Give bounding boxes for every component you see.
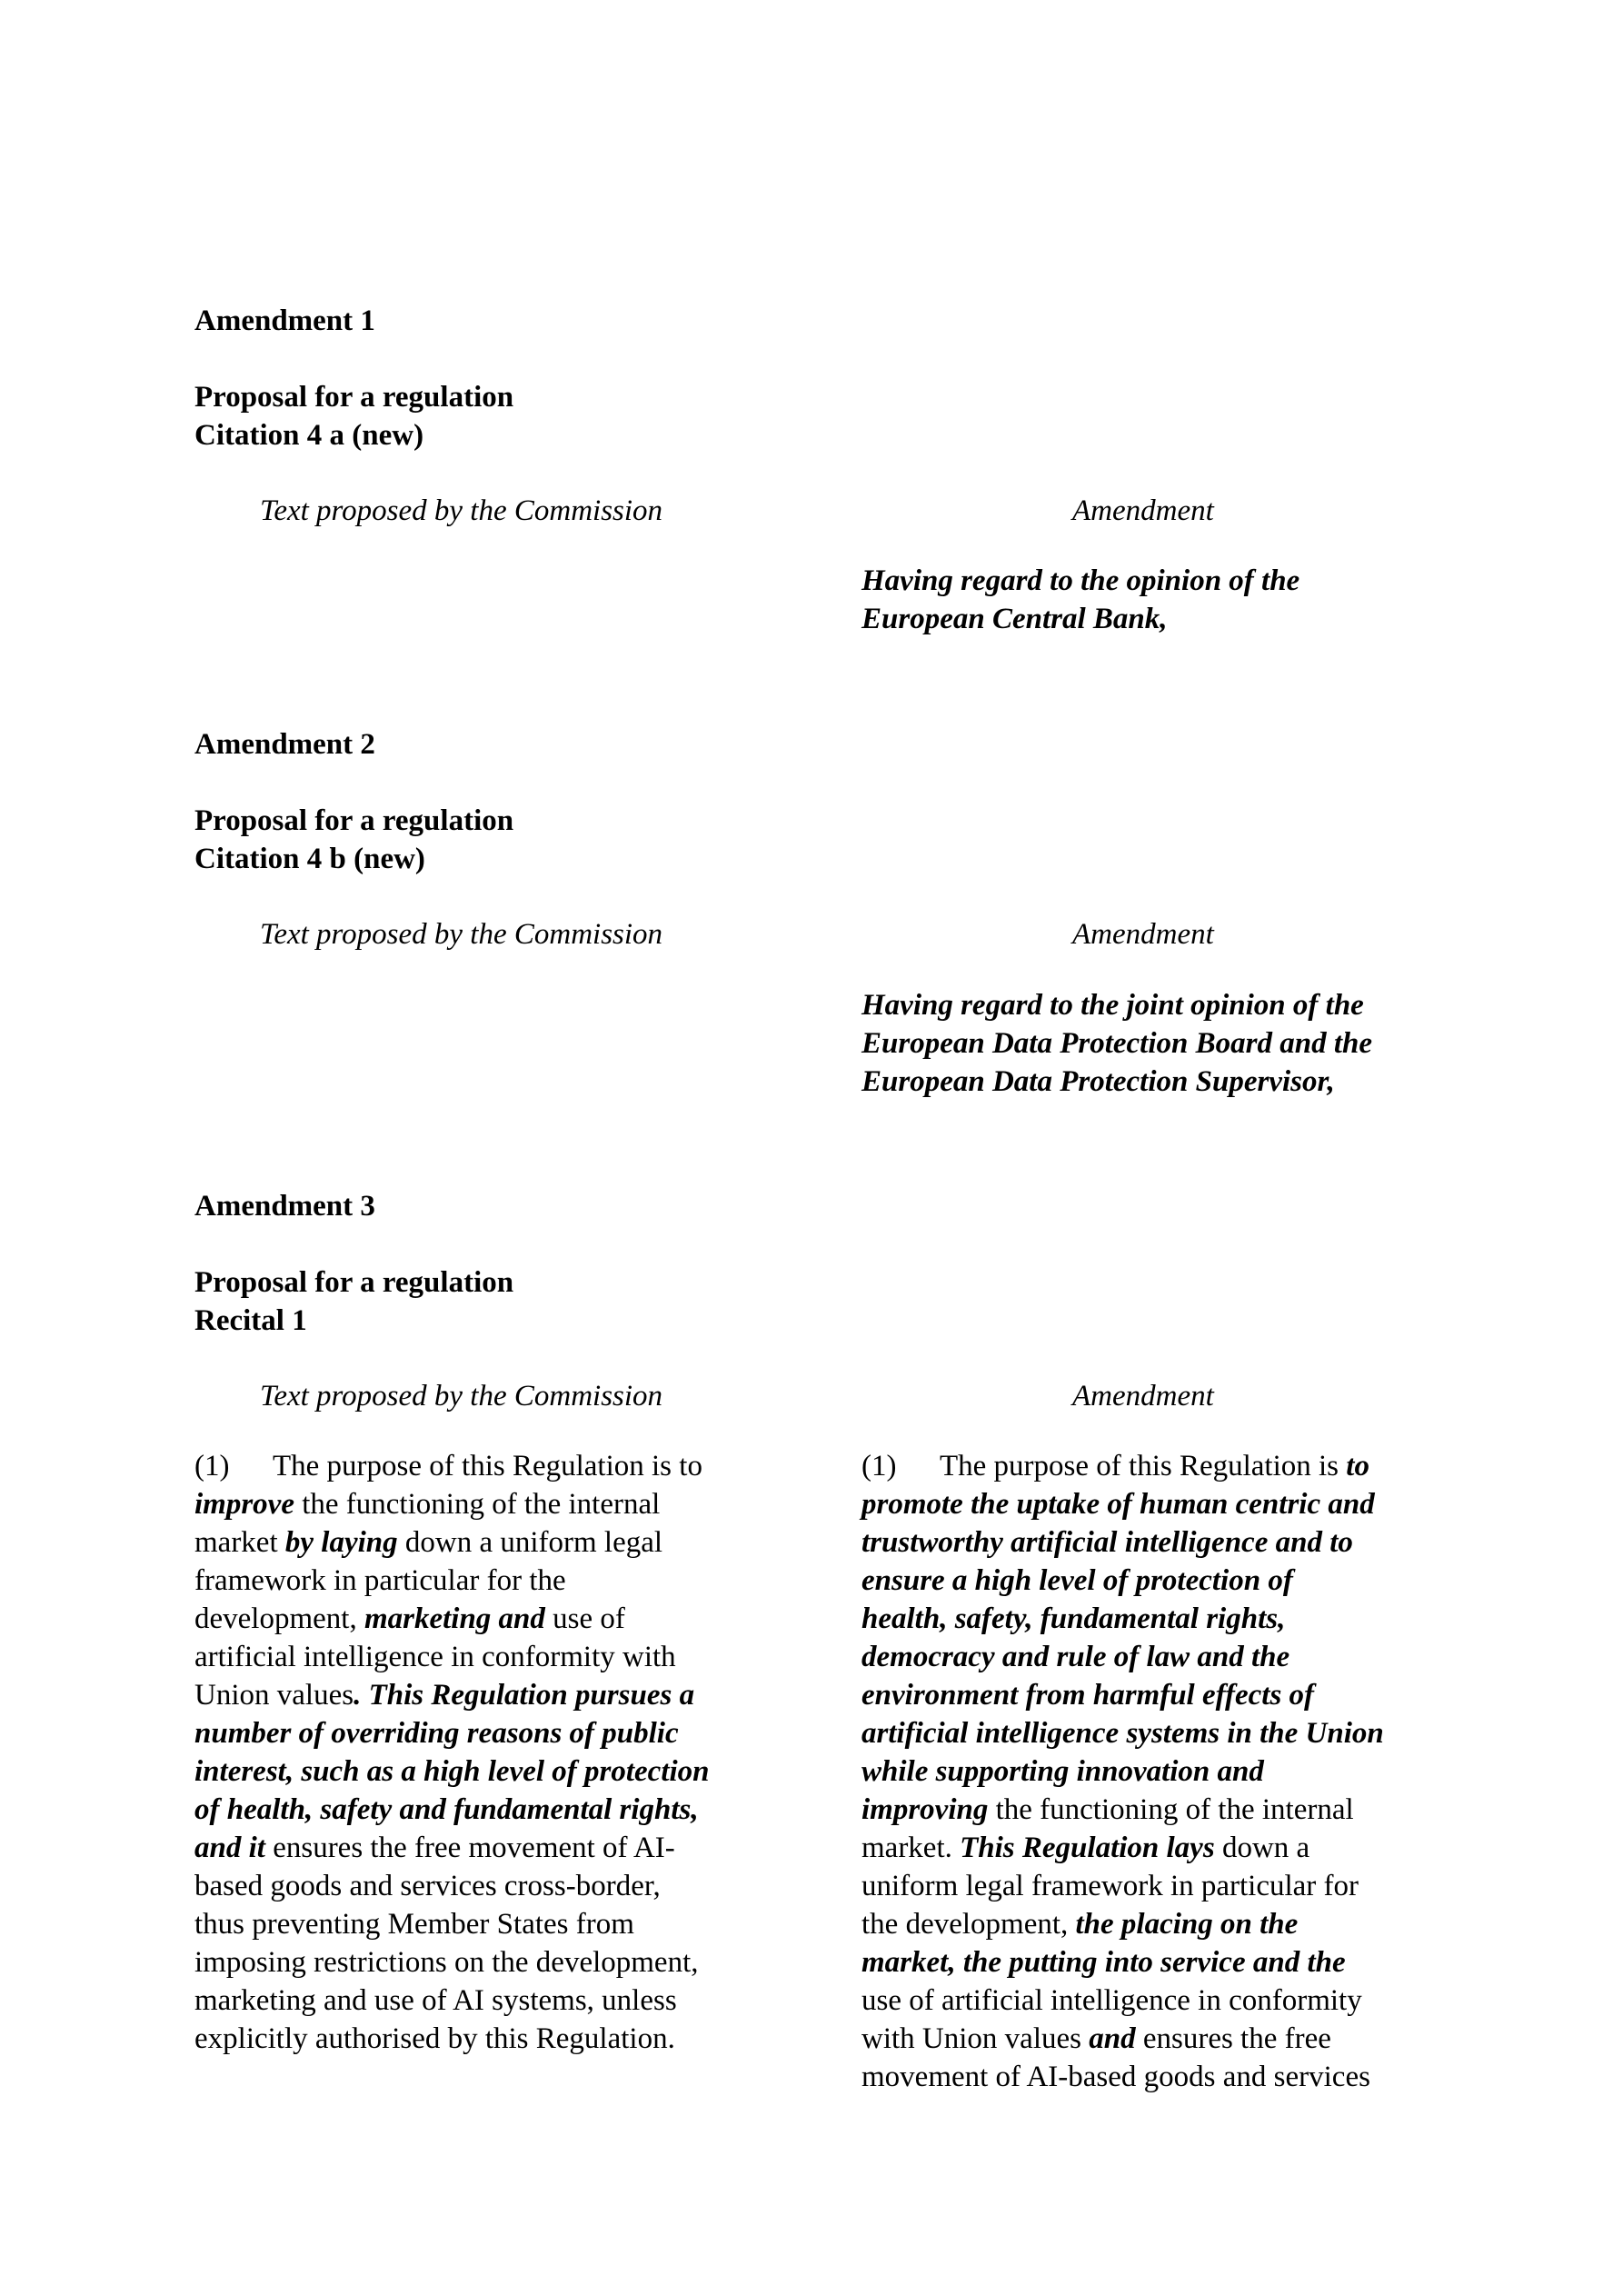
column-title-commission: Text proposed by the Commission (260, 918, 663, 951)
highlighted-change: . This Regulation pursues a (353, 1679, 695, 1712)
column-title-amendment: Amendment (1072, 494, 1214, 527)
text-run: market (194, 1526, 285, 1559)
text-line: European Data Protection Supervisor, (861, 1065, 1335, 1098)
highlighted-change: interest, such as a high level of protection (194, 1755, 710, 1788)
text-line: Having regard to the joint opinion of the (861, 989, 1364, 1022)
text-line (861, 1867, 1498, 1905)
text-line (194, 1867, 831, 1905)
highlighted-change: improving (861, 1793, 989, 1826)
text-line: European Data Protection Board and the (861, 1027, 1372, 1060)
text-line (194, 1638, 831, 1676)
proposal-label: Proposal for a regulation (194, 381, 514, 414)
text-run: thus preventing Member States from (194, 1908, 634, 1941)
reference-label: Citation 4 b (new) (194, 843, 425, 875)
highlighted-change: improve (194, 1488, 294, 1521)
text-run: market. (861, 1832, 961, 1864)
text-run: the development, (861, 1908, 1076, 1941)
text-line (861, 1600, 1498, 1638)
text-line (861, 1791, 1498, 1829)
reference-label: Recital 1 (194, 1304, 307, 1337)
text-line (194, 1714, 831, 1752)
text-run: movement of AI-based goods and services (861, 2061, 1370, 2093)
column-title-amendment: Amendment (1072, 1380, 1214, 1413)
text-line (861, 1676, 1498, 1714)
text-run: with Union values (861, 2022, 1090, 2055)
text-run: The purpose of this Regulation is to (273, 1450, 702, 1482)
text-run: marketing and use of AI systems, unless (194, 1984, 677, 2017)
highlighted-change: artificial intelligence systems in the Union (861, 1717, 1384, 1750)
text-line (194, 1982, 831, 2020)
highlighted-change: the placing on the (1075, 1908, 1299, 1941)
text-run: down a (1214, 1832, 1310, 1864)
text-line (861, 1447, 1498, 1485)
amendment-text (861, 986, 1498, 1101)
highlighted-change: by laying (284, 1526, 398, 1559)
highlighted-change: This Regulation lays (960, 1832, 1215, 1864)
commission-text (194, 1447, 831, 2058)
highlighted-change: environment from harmful effects of (861, 1679, 1315, 1712)
text-line (194, 1943, 831, 1982)
text-line (861, 1485, 1498, 1523)
text-run: framework in particular for the (194, 1564, 566, 1597)
highlighted-change: market, the putting into service and the (861, 1946, 1346, 1979)
text-line (194, 1447, 831, 1485)
text-line (194, 1523, 831, 1562)
highlighted-change: while supporting innovation and (861, 1755, 1264, 1788)
text-run: artificial intelligence in conformity with (194, 1641, 676, 1673)
text-run: based goods and services cross-border, (194, 1870, 661, 1902)
highlighted-change: and it (194, 1832, 265, 1864)
text-line (194, 1485, 831, 1523)
text-line (861, 1523, 1498, 1562)
text-line (194, 2020, 831, 2058)
text-line (194, 1905, 831, 1943)
text-line (861, 1752, 1498, 1791)
highlighted-change: and (1089, 2022, 1136, 2055)
text-line (861, 1943, 1498, 1982)
text-line (194, 1752, 831, 1791)
highlighted-change: trustworthy artificial intelligence and to (861, 1526, 1353, 1559)
text-run: the functioning of the internal (294, 1488, 661, 1521)
text-run: Union values (194, 1679, 354, 1712)
recital-number: (1) (861, 1450, 897, 1482)
amendment-title: Amendment 2 (194, 728, 375, 761)
column-title-amendment: Amendment (1072, 918, 1214, 951)
amendment-text (861, 1447, 1498, 2096)
text-line (194, 1791, 831, 1829)
text-line: Having regard to the opinion of the (861, 564, 1300, 597)
highlighted-change: number of overriding reasons of public (194, 1717, 679, 1750)
highlighted-change: marketing and (363, 1602, 545, 1635)
text-run: development, (194, 1602, 364, 1635)
text-line (861, 2058, 1498, 2096)
highlighted-change: democracy and rule of law and the (861, 1641, 1290, 1673)
text-run: explicitly authorised by this Regulation. (194, 2022, 675, 2055)
amendment-title: Amendment 3 (194, 1190, 375, 1223)
text-line (194, 1600, 831, 1638)
text-run: use of artificial intelligence in conformity (861, 1984, 1362, 2017)
proposal-label: Proposal for a regulation (194, 1266, 514, 1299)
text-run: ensures the free movement of AI- (264, 1832, 675, 1864)
text-line (861, 1829, 1498, 1867)
highlighted-change: ensure a high level of protection of (861, 1564, 1293, 1597)
text-line (861, 1714, 1498, 1752)
text-run: uniform legal framework in particular for (861, 1870, 1359, 1902)
highlighted-change: of health, safety and fundamental rights, (194, 1793, 699, 1826)
highlighted-change: health, safety, fundamental rights, (861, 1602, 1286, 1635)
text-run: The purpose of this Regulation is (940, 1450, 1347, 1482)
text-line (861, 1905, 1498, 1943)
highlighted-change: to (1346, 1450, 1369, 1482)
amendment-title: Amendment 1 (194, 304, 375, 337)
text-line (861, 2020, 1498, 2058)
highlighted-change: promote the uptake of human centric and (861, 1488, 1375, 1521)
text-run: use of (544, 1602, 625, 1635)
text-run: down a uniform legal (397, 1526, 663, 1559)
text-run: imposing restrictions on the development, (194, 1946, 699, 1979)
text-run: the functioning of the internal (988, 1793, 1354, 1826)
column-title-commission: Text proposed by the Commission (260, 494, 663, 527)
recital-number: (1) (194, 1450, 230, 1482)
text-line (861, 1982, 1498, 2020)
text-line: European Central Bank, (861, 603, 1168, 635)
reference-label: Citation 4 a (new) (194, 419, 424, 452)
text-run: ensures the free (1135, 2022, 1331, 2055)
text-line (861, 1638, 1498, 1676)
text-line (194, 1562, 831, 1600)
column-title-commission: Text proposed by the Commission (260, 1380, 663, 1413)
text-line (194, 1676, 831, 1714)
proposal-label: Proposal for a regulation (194, 804, 514, 837)
text-line (861, 1562, 1498, 1600)
text-line (194, 1829, 831, 1867)
amendment-text (861, 562, 1498, 638)
